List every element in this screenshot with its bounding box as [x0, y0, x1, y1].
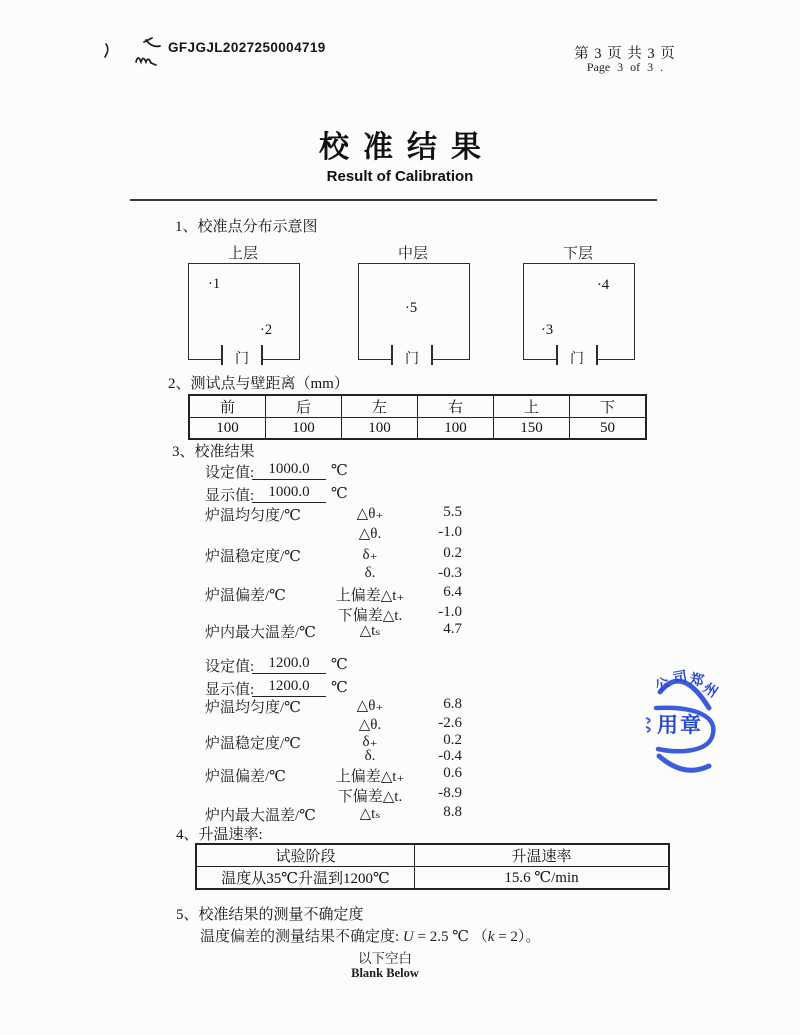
result-value: 0.6	[443, 765, 462, 781]
result-value: -1.0	[438, 524, 462, 540]
table-header-row	[196, 844, 669, 867]
layer-diagram-middle	[358, 242, 468, 367]
set-value-row	[0, 461, 800, 480]
door-label: 门	[235, 352, 249, 367]
display-value-row	[0, 484, 800, 503]
result-value: -0.4	[438, 748, 462, 764]
set-value-label: 设定值:	[205, 465, 255, 481]
result-label: 炉温偏差/℃	[205, 588, 286, 604]
header-cell: 左	[342, 395, 418, 418]
result-label: 炉温稳定度/℃	[205, 549, 301, 565]
result-value: -1.0	[438, 604, 462, 620]
result-label: 炉温偏差/℃	[205, 769, 286, 785]
value-cell: 150	[494, 418, 570, 440]
furnace-box	[188, 263, 300, 367]
section4-heading: 4、升温速率:	[176, 827, 263, 843]
blank-below-cn: 以下空白	[358, 951, 412, 966]
display-value: 1200.0	[252, 678, 326, 697]
result-symbol: δ.	[364, 565, 376, 581]
door-tick	[556, 345, 558, 365]
uncertainty-prefix: 温度偏差的测量结果不确定度:	[200, 929, 403, 945]
result-value: -0.3	[438, 565, 462, 581]
result-value: 0.2	[443, 732, 462, 748]
section3-heading: 3、校准结果	[172, 444, 255, 460]
layer-label: 上层	[227, 246, 258, 262]
uncertainty-mid: = 2.5 ℃ （	[413, 929, 488, 945]
official-stamp	[636, 656, 771, 788]
result-value: 4.7	[443, 621, 462, 637]
result-label: 炉内最大温差/℃	[205, 625, 316, 641]
result-label: 炉温均匀度/℃	[205, 508, 301, 524]
value-cell: 100	[189, 418, 266, 440]
door-tick	[261, 345, 263, 365]
result-symbol: δ.	[364, 748, 376, 764]
result-symbol: △θ₊	[356, 506, 384, 522]
result-symbol: 下偏差△t.	[337, 608, 403, 624]
door-tick	[221, 345, 223, 365]
table-row	[189, 418, 646, 440]
unit-celsius: ℃	[331, 680, 348, 696]
result-row	[0, 524, 800, 543]
header-cell: 上	[494, 395, 570, 418]
result-symbol: △θ.	[358, 717, 382, 733]
result-row	[0, 504, 800, 523]
layer-label: 中层	[397, 246, 428, 262]
page-indicator-en: Page 3 of 3 .	[586, 60, 664, 74]
cal-point: ·2	[260, 322, 273, 338]
unit-celsius: ℃	[331, 657, 348, 673]
heating-rate-table	[195, 843, 670, 890]
layer-label: 下层	[562, 246, 593, 262]
display-value: 1000.0	[252, 484, 326, 503]
result-label: 炉温均匀度/℃	[205, 700, 301, 716]
result-row	[0, 804, 800, 823]
table-row	[196, 867, 669, 890]
uncertainty-line	[200, 925, 540, 946]
door-label: 门	[570, 352, 584, 367]
value-cell: 100	[266, 418, 342, 440]
display-value-label: 显示值:	[205, 488, 255, 504]
stamp-arc-char: 司	[672, 669, 689, 687]
result-value: 5.5	[443, 504, 462, 520]
header-cell: 前	[189, 395, 266, 418]
result-row	[0, 584, 800, 603]
cal-point: ·1	[208, 276, 221, 292]
cal-point: ·3	[541, 322, 554, 338]
result-label: 炉温稳定度/℃	[205, 736, 301, 752]
stamp-mid-text: 用章	[657, 713, 703, 737]
value-cell: 温度从35℃升温到1200℃	[196, 867, 415, 890]
section2-heading: 2、测试点与壁距离（mm）	[168, 376, 349, 392]
cal-point: ·4	[597, 277, 610, 293]
header-cell: 下	[570, 395, 647, 418]
section5-heading: 5、校准结果的测量不确定度	[176, 907, 364, 923]
value-cell: 50	[570, 418, 647, 440]
door-label: 门	[405, 352, 419, 367]
result-row	[0, 545, 800, 564]
value-cell: 15.6 ℃/min	[415, 867, 670, 890]
value-cell: 100	[418, 418, 494, 440]
result-symbol: △θ.	[358, 526, 382, 542]
display-value-label: 显示值:	[205, 682, 255, 698]
header-cell: 右	[418, 395, 494, 418]
stamp-arc-char: 公	[653, 675, 673, 696]
result-value: 0.2	[443, 545, 462, 561]
furnace-box	[358, 263, 470, 367]
result-symbol: 上偏差△t₊	[335, 588, 405, 604]
result-value: -8.9	[438, 785, 462, 801]
result-symbol: δ₊	[362, 734, 378, 750]
page-title: 校准结果	[319, 131, 495, 164]
certificate-number: GFJGJL2027250004719	[168, 40, 326, 55]
k-symbol: k	[487, 929, 495, 945]
value-cell: 100	[342, 418, 418, 440]
blank-below-en: Blank Below	[351, 966, 419, 980]
result-row	[0, 621, 800, 640]
door-tick	[391, 345, 393, 365]
result-value: 8.8	[443, 804, 462, 820]
page-indicator-cn: 第 3 页 共 3 页	[574, 46, 676, 62]
cal-point: ·5	[405, 300, 418, 316]
unit-celsius: ℃	[331, 486, 348, 502]
result-value: -2.6	[438, 715, 462, 731]
stamp-arc-char: 州	[699, 680, 720, 702]
u-symbol: U	[402, 929, 414, 945]
result-label: 炉内最大温差/℃	[205, 808, 316, 824]
table-header-row	[189, 395, 646, 418]
unit-celsius: ℃	[331, 463, 348, 479]
result-symbol: △tₛ	[359, 806, 381, 822]
result-symbol: 上偏差△t₊	[335, 769, 405, 785]
page-subtitle: Result of Calibration	[326, 168, 474, 185]
layer-diagram-lower	[523, 242, 633, 367]
set-value-label: 设定值:	[205, 659, 255, 675]
horizontal-rule	[130, 199, 657, 201]
result-symbol: △tₛ	[359, 623, 381, 639]
set-value: 1000.0	[252, 461, 326, 480]
door-tick	[431, 345, 433, 365]
header-cell: 后	[266, 395, 342, 418]
result-symbol: 下偏差△t.	[337, 789, 403, 805]
layer-diagram-upper	[188, 242, 298, 367]
result-symbol: δ₊	[362, 547, 378, 563]
header-cell: 升温速率	[415, 844, 670, 867]
section1-heading: 1、校准点分布示意图	[175, 219, 318, 235]
uncertainty-suffix: = 2）。	[494, 929, 541, 945]
result-row	[0, 565, 800, 584]
result-value: 6.4	[443, 584, 462, 600]
wall-distance-table	[188, 394, 647, 440]
header-cell: 试验阶段	[196, 844, 415, 867]
result-symbol: △θ₊	[356, 698, 384, 714]
furnace-box	[523, 263, 635, 367]
result-value: 6.8	[443, 696, 462, 712]
set-value: 1200.0	[252, 655, 326, 674]
stamp-arc-char: 郑	[688, 672, 705, 690]
door-tick	[596, 345, 598, 365]
